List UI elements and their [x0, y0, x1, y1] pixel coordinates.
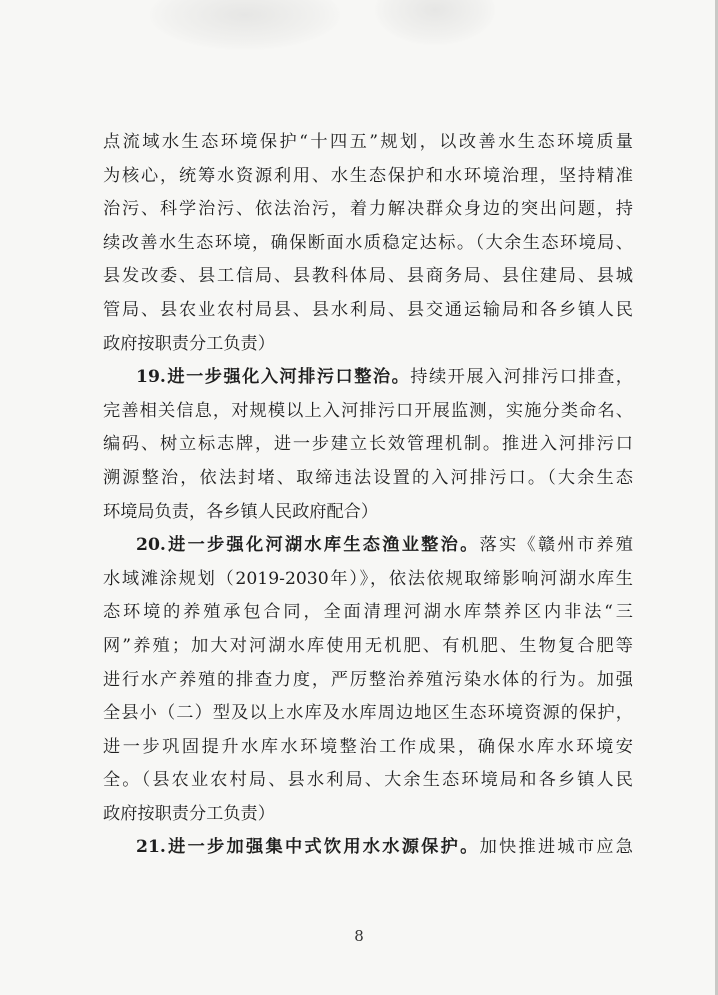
text-line: [103, 496, 633, 530]
text-span: 溯源整治，依法封堵、取缔违法设置的入河排污口。（大余生态: [103, 467, 633, 488]
text-span: 政府按职责分工负责）: [103, 333, 275, 354]
text-span: 态环境的养殖承包合同，全面清理河湖水库禁养区内非法“三: [103, 602, 633, 623]
text-span: 续改善水生态环境，确保断面水质稳定达标。（大余生态环境局、: [103, 232, 633, 253]
text-line: [103, 697, 633, 731]
text-span: 水域滩涂规划（2019-2030年）》，依法依规取缔影响河湖水库生: [103, 568, 633, 589]
section-heading-19: 19.进一步强化入河排污口整治。: [136, 367, 411, 388]
text-span: 治污、科学治污、依法治污，着力解决群众身边的突出问题，持: [103, 199, 633, 220]
text-span: 全。（县农业农村局、县水利局、大余生态环境局和各乡镇人民: [103, 770, 633, 791]
text-span: 编码、树立标志牌，进一步建立长效管理机制。推进入河排污口: [103, 434, 633, 455]
text-line: [103, 328, 633, 362]
section-heading-line: [103, 529, 633, 563]
text-span: 网”养殖；加大对河湖水库使用无机肥、有机肥、生物复合肥等: [103, 635, 633, 656]
text-line: [103, 160, 633, 194]
text-span: 管局、县农业农村局县、县水利局、县交通运输局和各乡镇人民: [103, 299, 633, 320]
section-heading-line: [103, 831, 633, 865]
text-line: [103, 193, 633, 227]
text-span: 进一步巩固提升水库水环境整治工作成果，确保水库水环境安: [103, 736, 633, 757]
section-heading-line: [103, 361, 633, 395]
text-span: 全县小（二）型及以上水库及水库周边地区生态环境资源的保护，: [103, 703, 633, 724]
text-line: [103, 664, 633, 698]
section-heading-20: 20.进一步强化河湖水库生态渔业整治。: [136, 535, 480, 556]
text-span: 持续开展入河排污口排查，: [410, 367, 633, 388]
text-line: [103, 462, 633, 496]
text-span: 加快推进城市应急: [479, 837, 633, 858]
text-line: [103, 126, 633, 160]
text-span: 点流域水生态环境保护“十四五”规划，以改善水生态环境质量: [103, 132, 633, 152]
text-line: [103, 563, 633, 597]
text-line: [103, 596, 633, 630]
scan-smudge: [375, 0, 495, 45]
page-number: 8: [354, 927, 364, 945]
text-span: 完善相关信息，对规模以上入河排污口开展监测，实施分类命名、: [103, 400, 633, 421]
text-line: [103, 227, 633, 261]
text-line: [103, 630, 633, 664]
text-line: [103, 260, 633, 294]
text-line: [103, 428, 633, 462]
text-span: 政府按职责分工负责）: [103, 803, 275, 824]
body-text: [103, 126, 633, 865]
text-line: [103, 395, 633, 429]
scan-smudge: [150, 0, 340, 50]
text-span: 落实《赣州市养殖: [479, 535, 633, 556]
text-span: 环境局负责，各乡镇人民政府配合）: [103, 501, 379, 522]
text-line: [103, 764, 633, 798]
text-span: 进行水产养殖的排查力度，严厉整治养殖污染水体的行为。加强: [103, 669, 633, 690]
text-line: [103, 731, 633, 765]
text-line: [103, 798, 633, 832]
text-line: [103, 294, 633, 328]
text-span: 县发改委、县工信局、县教科体局、县商务局、县住建局、县城: [103, 266, 633, 287]
text-span: 为核心，统筹水资源利用、水生态保护和水环境治理，坚持精准: [103, 165, 633, 186]
section-heading-21: 21.进一步加强集中式饮用水水源保护。: [136, 837, 480, 858]
